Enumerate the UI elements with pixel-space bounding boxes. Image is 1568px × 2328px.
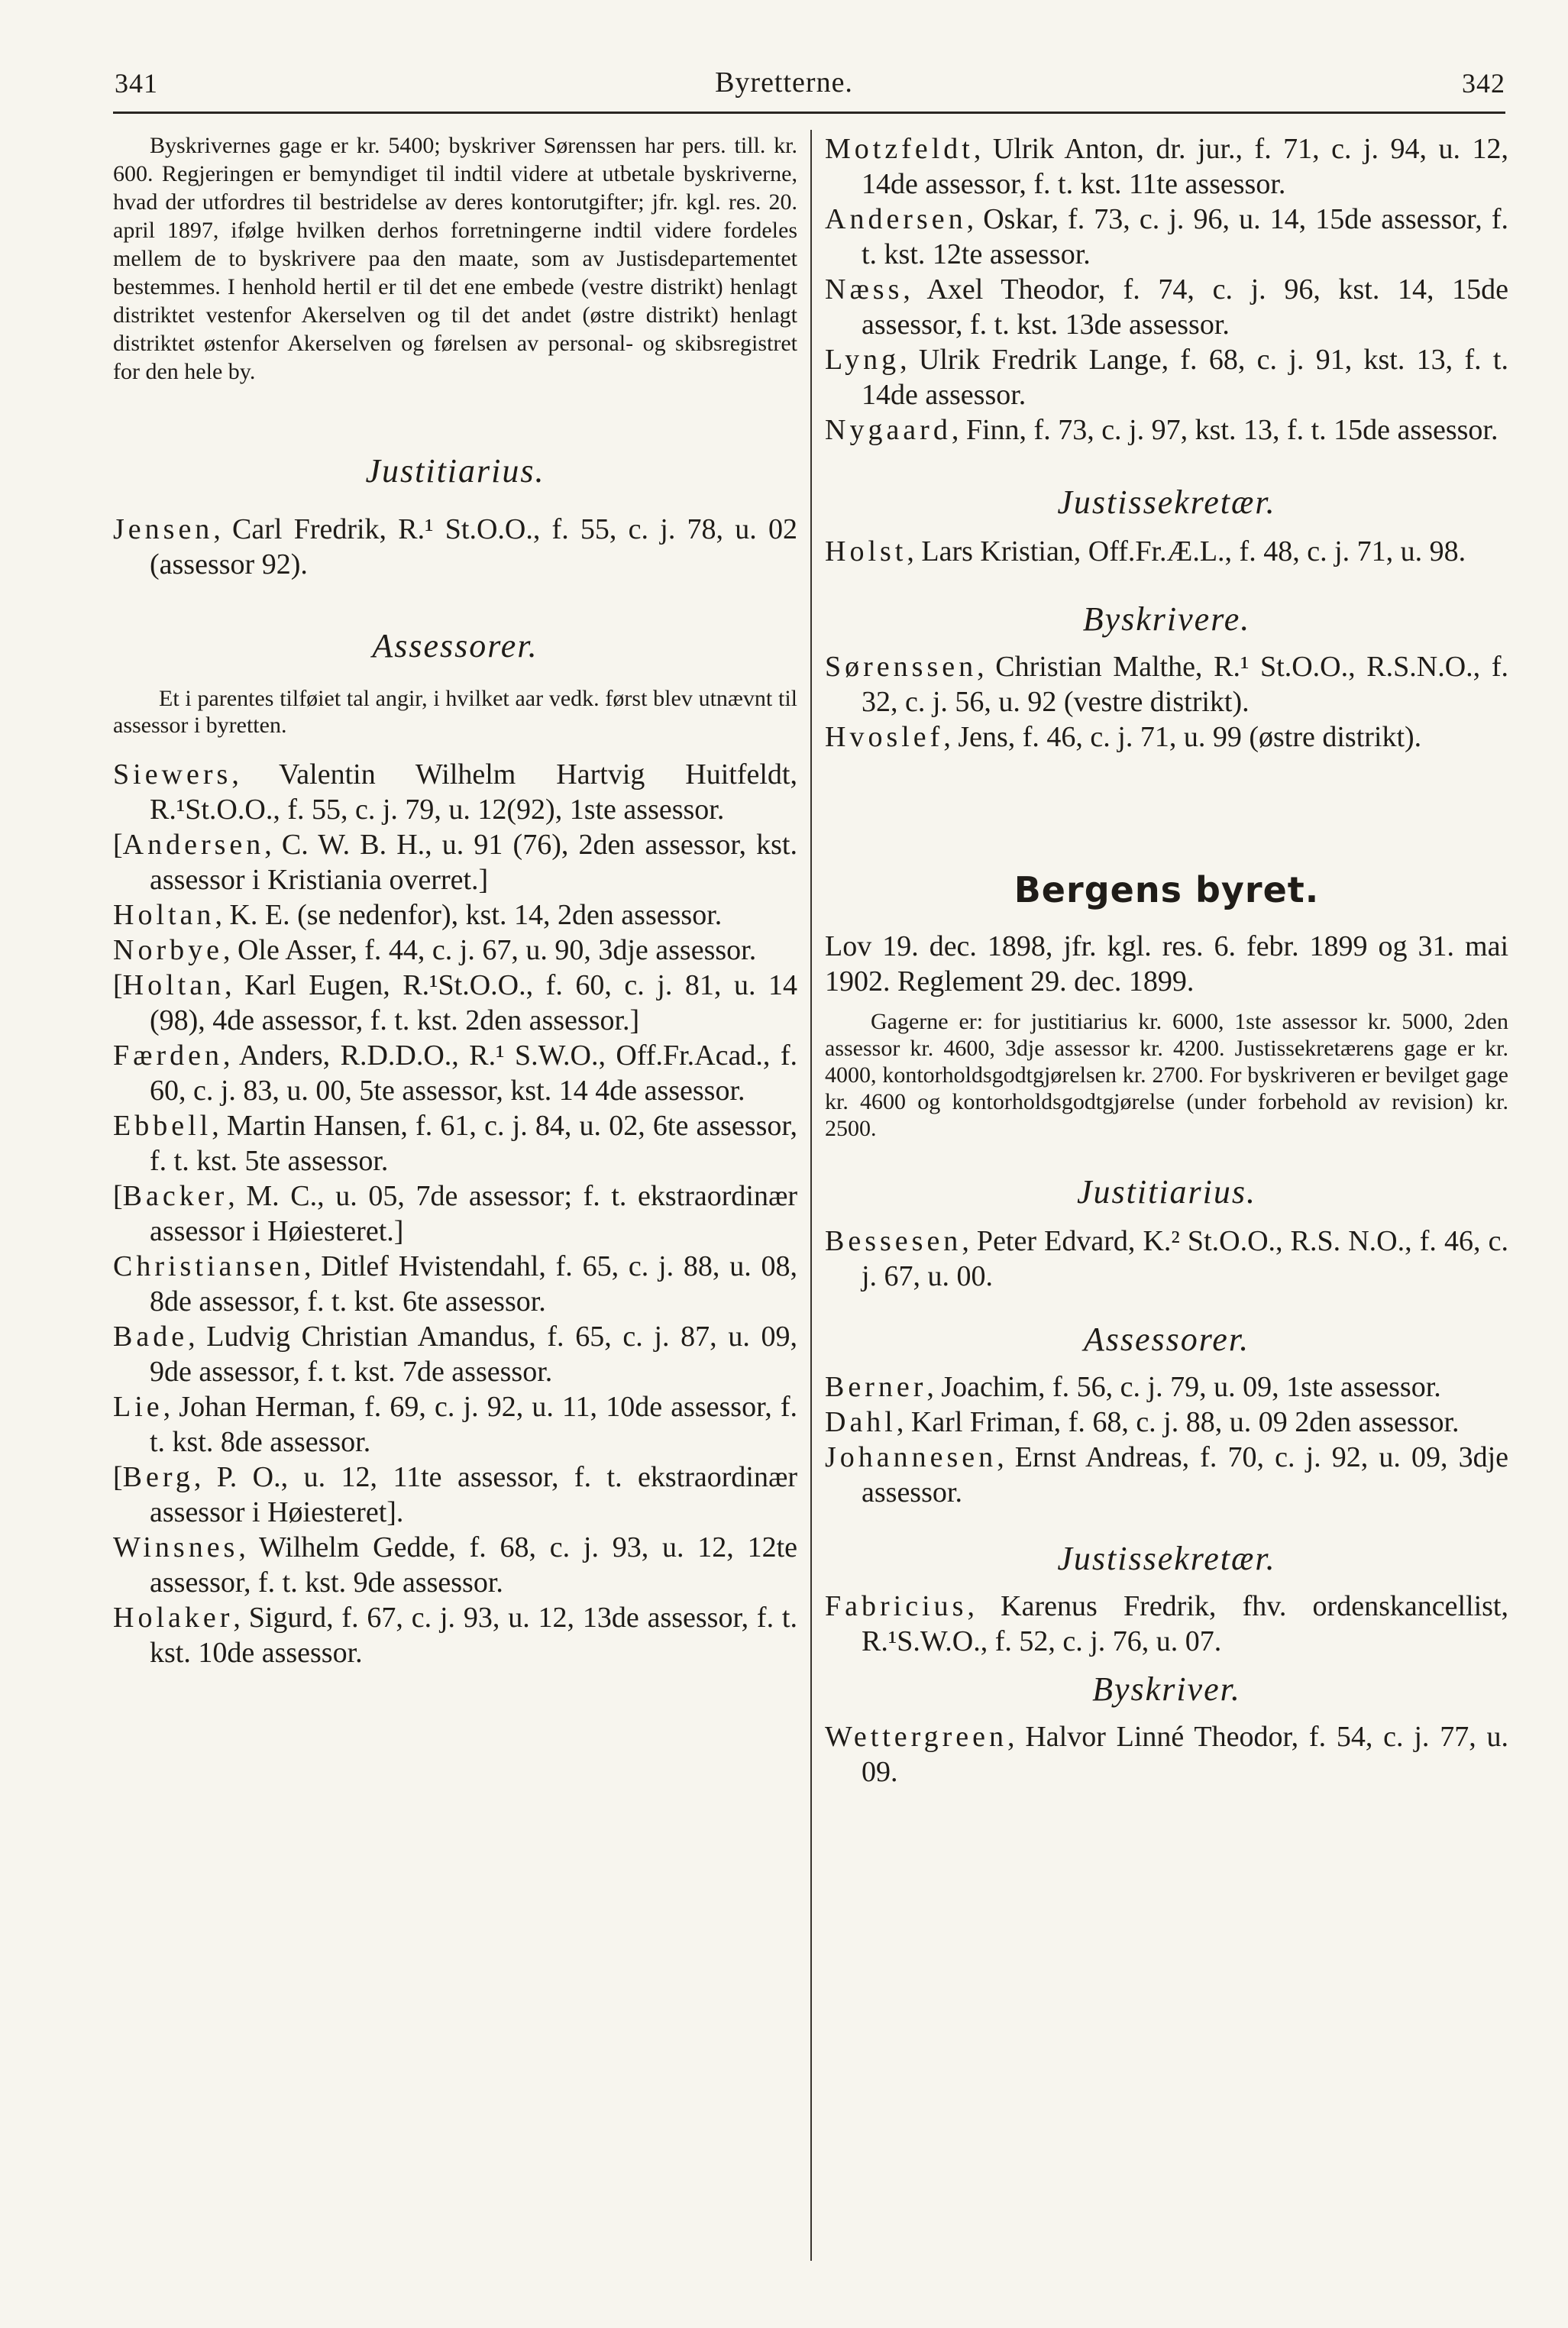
entry xyxy=(113,968,797,1038)
entry-details: , Finn, f. 73, c. j. 97, kst. 13, f. t. 15de assessor. xyxy=(951,414,1498,446)
entry xyxy=(113,1038,797,1108)
entry-details: , Axel Theodor, f. 74, c. j. 96, kst. 14, 15de assessor, f. t. kst. 13de assessor. xyxy=(862,273,1508,341)
entry xyxy=(113,1460,797,1530)
entry xyxy=(825,131,1508,202)
entry-surname: Jensen xyxy=(113,513,214,545)
entry-surname: Lie xyxy=(113,1391,163,1423)
bergen-law-text: Lov 19. dec. 1898, jfr. kgl. res. 6. febr. 1899 og 31. mai 1902. Reglement 29. dec. 1899. xyxy=(825,930,1508,997)
entry xyxy=(825,1719,1508,1790)
entry-details: , Sigurd, f. 67, c. j. 93, u. 12, 13de assessor, f. t. kst. 10de assessor. xyxy=(150,1602,797,1669)
entry-details: , Ditlef Hvistendahl, f. 65, c. j. 88, u. 08, 8de assessor, f. t. kst. 6te assessor. xyxy=(150,1250,797,1318)
entry-details: , Wilhelm Gedde, f. 68, c. j. 93, u. 12, 12te assessor, f. t. kst. 9de assessor. xyxy=(150,1531,797,1599)
entry-surname: Færden xyxy=(113,1040,223,1072)
assessorer-continued-list xyxy=(825,131,1508,448)
entry-details: , M. C., u. 05, 7de assessor; f. t. ekstraordinær assessor i Høiesteret.] xyxy=(150,1180,797,1247)
entry-details: , C. W. B. H., u. 91 (76), 2den assessor, kst. assessor i Kristiania overret.] xyxy=(150,829,797,896)
entry xyxy=(113,1108,797,1179)
justitiarius-list xyxy=(113,512,797,582)
bergen-justitiarius-list xyxy=(825,1224,1508,1294)
entry xyxy=(113,1249,797,1319)
entry-surname: Holst xyxy=(825,535,907,567)
entry xyxy=(825,202,1508,272)
entry-surname: Bade xyxy=(113,1321,189,1353)
entry-surname: Andersen xyxy=(825,203,967,235)
assessorer-note: Et i parentes tilføiet tal angir, i hvilket aar vedk. først blev utnævnt til assessor i byretten. xyxy=(113,686,797,738)
entry xyxy=(825,272,1508,342)
entry-bracket: [ xyxy=(113,1180,123,1212)
entry-details: , Halvor Linné Theodor, f. 54, c. j. 77, u. 09. xyxy=(862,1721,1508,1788)
entry xyxy=(825,649,1508,719)
entry-details: , Oskar, f. 73, c. j. 96, u. 14, 15de assessor, f. t. kst. 12te assessor. xyxy=(862,203,1508,270)
entry xyxy=(113,1179,797,1249)
entry-surname: Holtan xyxy=(122,969,225,1001)
entry-details: , Anders, R.D.D.O., R.¹ S.W.O., Off.Fr.Acad., f. 60, c. j. 83, u. 00, 5te assessor, kst. 14 4de assessor. xyxy=(150,1040,797,1107)
bergens-byret-heading: Bergens byret. xyxy=(1014,869,1320,910)
bergen-justitiarius-heading: Justitiarius. xyxy=(1076,1173,1257,1211)
entry-surname: Holaker xyxy=(113,1602,234,1634)
entry-surname: Næss xyxy=(825,273,904,306)
entry-details: , Ulrik Fredrik Lange, f. 68, c. j. 91, kst. 13, f. t. 14de assessor. xyxy=(862,344,1508,411)
entry-surname: Siewers xyxy=(113,758,232,791)
byskrivere-list xyxy=(825,649,1508,755)
justissekretaer-list xyxy=(825,534,1508,569)
entry-surname: Nygaard xyxy=(825,414,952,446)
entry-surname: Wettergreen xyxy=(825,1721,1008,1753)
bergen-assessorer-list xyxy=(825,1369,1508,1510)
entry-details: , Peter Edvard, K.² St.O.O., R.S. N.O., f. 46, c. j. 67, u. 00. xyxy=(862,1225,1508,1292)
entry xyxy=(113,512,797,582)
entry xyxy=(113,1389,797,1460)
bergen-byskriver-heading: Byskriver. xyxy=(1092,1670,1241,1708)
entry-details: , Johan Herman, f. 69, c. j. 92, u. 11, 10de assessor, f. t. kst. 8de assessor. xyxy=(150,1391,797,1458)
right-column xyxy=(825,131,1508,1790)
entry-details: , P. O., u. 12, 11te assessor, f. t. ekstraordinær assessor i Høiesteret]. xyxy=(150,1461,797,1528)
entry-details: , Ulrik Anton, dr. jur., f. 71, c. j. 94, u. 12, 14de assessor, f. t. kst. 11te assessor. xyxy=(862,133,1508,200)
bergen-assessorer-heading: Assessorer. xyxy=(1083,1321,1250,1358)
entry-surname: Johannesen xyxy=(825,1441,997,1473)
entry xyxy=(825,1440,1508,1510)
entry-details: , Karl Friman, f. 68, c. j. 88, u. 09 2den assessor. xyxy=(896,1406,1460,1438)
entry-surname: Dahl xyxy=(825,1406,897,1438)
running-title: Byretterne. xyxy=(715,66,853,99)
entry-surname: Winsnes xyxy=(113,1531,239,1563)
bergen-justissekretaer-list xyxy=(825,1589,1508,1659)
entry xyxy=(113,827,797,897)
entry-details: , Christian Malthe, R.¹ St.O.O., R.S.N.O., f. 32, c. j. 56, u. 92 (vestre distrikt). xyxy=(862,651,1508,718)
bergen-salary-note: Gagerne er: for justitiarius kr. 6000, 1ste assessor kr. 5000, 2den assessor kr. 4600, 3dje assessor kr. 4200. Justissekretærens gage er kr. 4000, kontorholdsgodtgjørelsen kr. 2700. For byskriveren er bevilget gage kr. 4600 og kontorholdsgodtgjørelse (under forbehold av revision) kr. 2500. xyxy=(825,1009,1508,1141)
entry xyxy=(825,412,1508,448)
entry-details: , Lars Kristian, Off.Fr.Æ.L., f. 48, c. j. 71, u. 98. xyxy=(907,535,1466,567)
entry-bracket: [ xyxy=(113,829,123,861)
entry xyxy=(113,1600,797,1670)
header-rule xyxy=(113,112,1505,114)
entry xyxy=(825,342,1508,412)
page-number-left: 341 xyxy=(115,68,158,99)
bergen-justissekretaer-heading: Justissekretær. xyxy=(1057,1540,1276,1577)
entry-surname: Andersen xyxy=(122,829,265,861)
entry-details: , Valentin Wilhelm Hartvig Huitfeldt, R.¹St.O.O., f. 55, c. j. 79, u. 12(92), 1ste assessor. xyxy=(150,758,797,826)
entry xyxy=(825,719,1508,755)
entry-surname: Holtan xyxy=(113,899,215,931)
assessorer-heading: Assessorer. xyxy=(372,627,538,664)
entry xyxy=(113,897,797,933)
entry xyxy=(825,1224,1508,1294)
entry xyxy=(825,1589,1508,1659)
entry-surname: Lyng xyxy=(825,344,900,376)
entry-surname: Ebbell xyxy=(113,1110,212,1142)
entry-surname: Christiansen xyxy=(113,1250,304,1282)
entry xyxy=(113,1319,797,1389)
entry-surname: Berg xyxy=(122,1461,194,1493)
entry-surname: Fabricius xyxy=(825,1590,968,1622)
entry-details: , Karl Eugen, R.¹St.O.O., f. 60, c. j. 81, u. 14 (98), 4de assessor, f. t. kst. 2den assessor.] xyxy=(150,969,797,1036)
entry-details: , Jens, f. 46, c. j. 71, u. 99 (østre distrikt). xyxy=(943,721,1422,753)
entry-details: , Ole Asser, f. 44, c. j. 67, u. 90, 3dje assessor. xyxy=(222,934,757,966)
entry-surname: Hvoslef xyxy=(825,721,944,753)
entry-details: , Ludvig Christian Amandus, f. 65, c. j. 87, u. 09, 9de assessor, f. t. kst. 7de assessor. xyxy=(150,1321,797,1388)
entry-bracket: [ xyxy=(113,969,123,1001)
entry xyxy=(113,933,797,968)
entry xyxy=(113,757,797,827)
entry xyxy=(113,1530,797,1600)
entry-details: , K. E. (se nedenfor), kst. 14, 2den assessor. xyxy=(215,899,723,931)
entry xyxy=(825,1405,1508,1440)
entry-surname: Bessesen xyxy=(825,1225,962,1257)
entry-surname: Backer xyxy=(122,1180,228,1212)
column-separator xyxy=(810,130,812,2261)
entry-surname: Sørenssen xyxy=(825,651,978,683)
entry-details: , Karenus Fredrik, fhv. ordenskancellist, R.¹S.W.O., f. 52, c. j. 76, u. 07. xyxy=(862,1590,1508,1657)
assessorer-list xyxy=(113,757,797,1670)
entry-bracket: [ xyxy=(113,1461,123,1493)
entry-surname: Norbye xyxy=(113,934,223,966)
intro-paragraph: Byskrivernes gage er kr. 5400; byskriver Sørenssen har pers. till. kr. 600. Regjeringen er bemyndiget til indtil videre at utbetale byskriverne, hvad der utfordres til bestridelse av deres kontorutgifter; jfr. kgl. res. 20. april 1897, ifølge hvilken derhos forretningerne indtil videre fordeles mellem de to byskrivere paa den maate, som av Justisdepartementet bestemmes. I henhold hertil er til det ene embede (vestre distrikt) henlagt distriktet vestenfor Akerselven og til det andet (østre distrikt) henlagt distriktet østenfor Akerselven og førelsen av personal- og skibsregistret for den hele by. xyxy=(113,133,797,384)
entry-details: , Carl Fredrik, R.¹ St.O.O., f. 55, c. j. 78, u. 02 (assessor 92). xyxy=(150,513,797,580)
page-number-right: 342 xyxy=(1462,68,1505,99)
entry-surname: Berner xyxy=(825,1371,927,1403)
entry-details: , Ernst Andreas, f. 70, c. j. 92, u. 09, 3dje assessor. xyxy=(862,1441,1508,1508)
justissekretaer-heading: Justissekretær. xyxy=(1057,483,1276,521)
entry-details: , Joachim, f. 56, c. j. 79, u. 09, 1ste assessor. xyxy=(926,1371,1441,1403)
entry xyxy=(825,534,1508,569)
left-column xyxy=(113,131,797,1670)
justitiarius-heading: Justitiarius. xyxy=(365,452,545,490)
entry-surname: Motzfeldt xyxy=(825,133,974,165)
entry xyxy=(825,1369,1508,1405)
bergen-byskriver-list xyxy=(825,1719,1508,1790)
byskrivere-heading: Byskrivere. xyxy=(1082,600,1251,638)
entry-details: , Martin Hansen, f. 61, c. j. 84, u. 02, 6te assessor, f. t. kst. 5te assessor. xyxy=(150,1110,797,1177)
